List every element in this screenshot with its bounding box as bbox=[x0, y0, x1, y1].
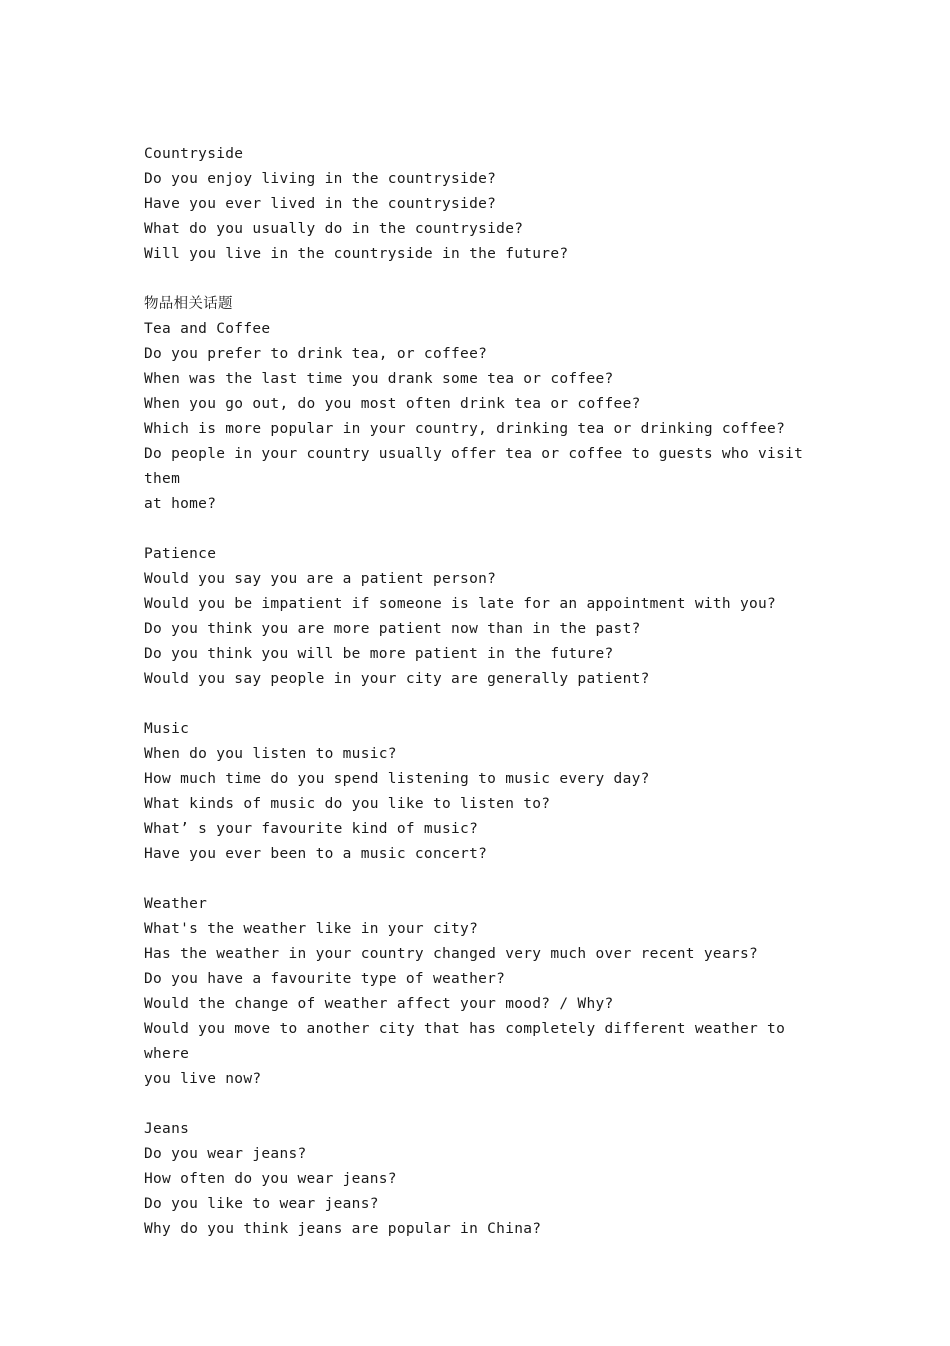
question-line: Have you ever been to a music concert? bbox=[144, 846, 488, 862]
section-gap bbox=[144, 517, 816, 542]
question-line: Have you ever lived in the countryside? bbox=[144, 196, 497, 212]
question-line: Has the weather in your country changed very much over recent years? bbox=[144, 946, 759, 962]
question-line: Why do you think jeans are popular in China? bbox=[144, 1221, 542, 1237]
question-line: Do people in your country usually offer tea or coffee to guests who visit them bbox=[144, 446, 813, 487]
question-line: Do you enjoy living in the countryside? bbox=[144, 171, 497, 187]
section-gap bbox=[144, 1092, 816, 1117]
section-title-countryside: Countryside bbox=[144, 146, 244, 162]
question-line: Will you live in the countryside in the future? bbox=[144, 246, 569, 262]
section-gap bbox=[144, 267, 816, 292]
question-line: How often do you wear jeans? bbox=[144, 1171, 397, 1187]
question-line: Would you say people in your city are generally patient? bbox=[144, 671, 650, 687]
question-line: Would you be impatient if someone is late for an appointment with you? bbox=[144, 596, 777, 612]
question-line: How much time do you spend listening to music every day? bbox=[144, 771, 650, 787]
question-line: Do you think you will be more patient in the future? bbox=[144, 646, 614, 662]
section-title-music: Music bbox=[144, 721, 190, 737]
question-line: Which is more popular in your country, drinking tea or drinking coffee? bbox=[144, 421, 786, 437]
section-gap bbox=[144, 692, 816, 717]
question-line: When you go out, do you most often drink tea or coffee? bbox=[144, 396, 641, 412]
question-line: Do you like to wear jeans? bbox=[144, 1196, 379, 1212]
question-line: What’ s your favourite kind of music? bbox=[144, 821, 479, 837]
section-title-tea-coffee: Tea and Coffee bbox=[144, 321, 271, 337]
question-line: Do you have a favourite type of weather? bbox=[144, 971, 506, 987]
category-heading: 物品相关话题 bbox=[144, 296, 233, 312]
question-line: Do you wear jeans? bbox=[144, 1146, 307, 1162]
section-title-jeans: Jeans bbox=[144, 1121, 190, 1137]
question-line: When was the last time you drank some tea or coffee? bbox=[144, 371, 614, 387]
document-body bbox=[144, 142, 816, 1242]
question-line: at home? bbox=[144, 496, 217, 512]
question-line: you live now? bbox=[144, 1071, 262, 1087]
section-title-patience: Patience bbox=[144, 546, 217, 562]
question-line: Do you prefer to drink tea, or coffee? bbox=[144, 346, 488, 362]
question-line: Would the change of weather affect your mood? / Why? bbox=[144, 996, 614, 1012]
question-line: What kinds of music do you like to listen to? bbox=[144, 796, 551, 812]
section-gap bbox=[144, 867, 816, 892]
question-line: When do you listen to music? bbox=[144, 746, 397, 762]
question-line: Would you say you are a patient person? bbox=[144, 571, 497, 587]
question-line: What do you usually do in the countryside? bbox=[144, 221, 524, 237]
question-line: What's the weather like in your city? bbox=[144, 921, 479, 937]
question-line: Would you move to another city that has completely different weather to where bbox=[144, 1021, 795, 1062]
section-title-weather: Weather bbox=[144, 896, 208, 912]
question-line: Do you think you are more patient now than in the past? bbox=[144, 621, 641, 637]
